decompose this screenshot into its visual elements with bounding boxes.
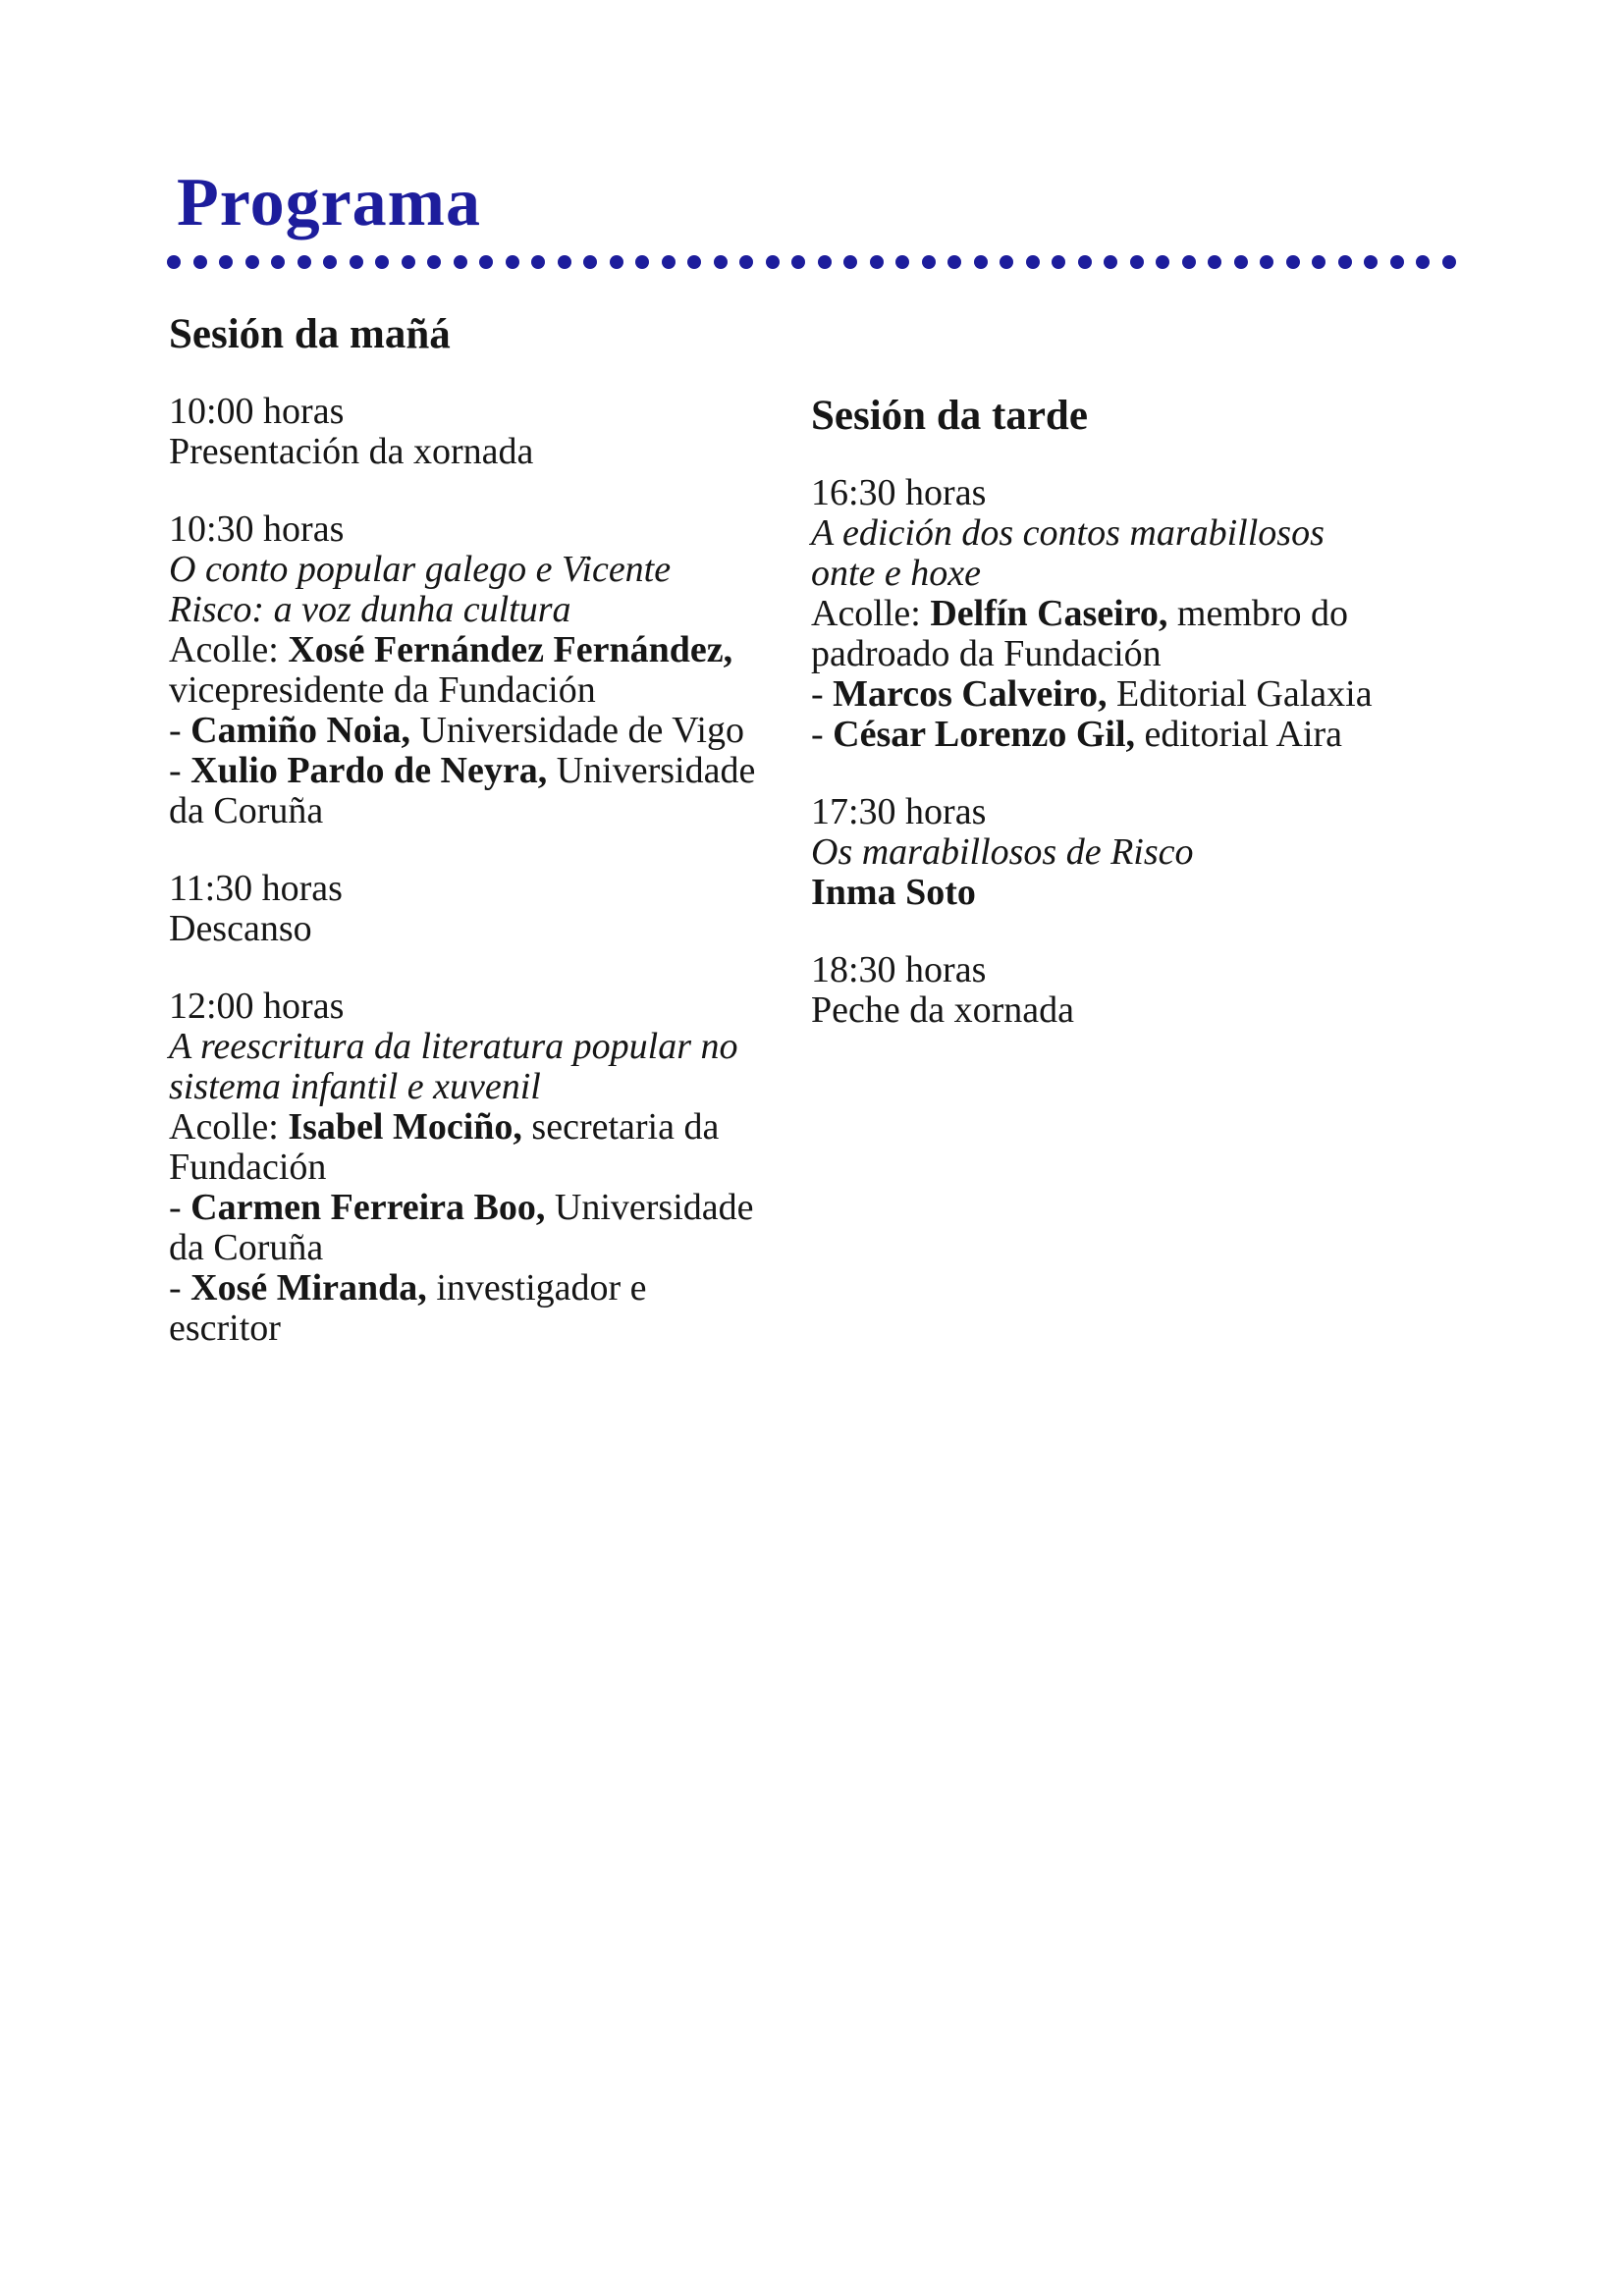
divider-dot-icon — [1000, 255, 1013, 269]
divider-dot-icon — [375, 255, 389, 269]
divider-dot-icon — [1208, 255, 1221, 269]
text-segment: vicepresidente da Fundación — [169, 669, 596, 711]
divider-dot-icon — [402, 255, 415, 269]
text-segment: Universidade — [545, 1187, 754, 1228]
divider-dot-icon — [870, 255, 884, 269]
divider-dot-icon — [531, 255, 545, 269]
text-line — [811, 873, 1373, 913]
text-segment: Peche da xornada — [811, 989, 1074, 1031]
text-line — [169, 791, 755, 831]
divider-dot-icon — [271, 255, 285, 269]
divider-dot-icon — [1338, 255, 1352, 269]
divider-dot-icon — [1286, 255, 1300, 269]
speaker-name: Xosé Fernández Fernández, — [288, 629, 733, 670]
text-segment: 10:00 horas — [169, 391, 345, 432]
text-segment: editorial Aira — [1135, 714, 1343, 755]
text-line — [169, 432, 755, 472]
text-segment: da Coruña — [169, 790, 324, 831]
text-segment: Acolle: — [169, 629, 289, 670]
text-line — [169, 509, 755, 550]
text-segment: 17:30 horas — [811, 791, 987, 832]
page-title: Programa — [177, 165, 481, 240]
text-line — [811, 513, 1373, 554]
divider-dot-icon — [1156, 255, 1169, 269]
text-segment: padroado da Fundación — [811, 633, 1162, 674]
morning-column — [169, 311, 756, 1349]
text-line — [169, 751, 755, 791]
text-line — [811, 473, 1373, 513]
speaker-name: Camiño Noia, — [190, 710, 410, 751]
divider-dot-icon — [818, 255, 832, 269]
session-heading-morning: Sesión da mañá — [169, 311, 451, 357]
text-line — [811, 634, 1373, 674]
text-segment: - — [811, 714, 834, 755]
divider-dot-icon — [1130, 255, 1144, 269]
text-line — [811, 950, 1373, 990]
text-line — [169, 987, 755, 1027]
text-line — [811, 715, 1373, 755]
text-line — [169, 630, 755, 670]
text-segment: 12:00 horas — [169, 986, 345, 1027]
speaker-name: Xulio Pardo de Neyra, — [190, 750, 548, 791]
text-line — [169, 1308, 755, 1349]
text-segment: Presentación da xornada — [169, 431, 534, 472]
speaker-name: Isabel Mociño, — [288, 1106, 522, 1148]
schedule-block — [169, 869, 755, 949]
text-line — [169, 711, 755, 751]
text-segment: Fundación — [169, 1147, 327, 1188]
schedule-block — [811, 792, 1373, 913]
text-segment: escritor — [169, 1308, 281, 1349]
schedule-block — [169, 509, 755, 831]
text-segment: investigador e — [426, 1267, 647, 1308]
divider-dot-icon — [219, 255, 233, 269]
divider-dot-icon — [454, 255, 467, 269]
divider-dot-icon — [1182, 255, 1196, 269]
divider-dot-icon — [843, 255, 857, 269]
divider-dot-icon — [245, 255, 259, 269]
morning-schedule — [169, 392, 755, 1349]
text-line — [811, 674, 1373, 715]
talk-title: O conto popular galego e Vicente — [169, 549, 672, 590]
text-line — [811, 990, 1373, 1031]
text-segment: 16:30 horas — [811, 472, 987, 513]
text-segment: Editorial Galaxia — [1107, 673, 1373, 715]
text-segment: - — [169, 1187, 191, 1228]
divider-dot-icon — [766, 255, 780, 269]
text-segment: secretaria da — [521, 1106, 720, 1148]
divider-dot-icon — [1260, 255, 1273, 269]
divider-dot-icon — [610, 255, 623, 269]
text-line — [811, 594, 1373, 634]
divider-dot-icon — [1390, 255, 1404, 269]
divider-dot-icon — [635, 255, 649, 269]
schedule-block — [811, 473, 1373, 755]
divider-dot-icon — [1078, 255, 1092, 269]
text-segment: - — [169, 750, 191, 791]
text-line — [169, 670, 755, 711]
divider-dot-icon — [583, 255, 597, 269]
text-segment: - — [811, 673, 834, 715]
text-line — [169, 909, 755, 949]
schedule-block — [811, 950, 1373, 1031]
divider-dot-icon — [714, 255, 728, 269]
divider-dot-icon — [947, 255, 961, 269]
text-segment: Descanso — [169, 908, 312, 949]
divider-dot-icon — [739, 255, 753, 269]
text-line — [169, 392, 755, 432]
divider-dot-icon — [506, 255, 519, 269]
divider-dot-icon — [662, 255, 676, 269]
text-segment: 18:30 horas — [811, 949, 987, 990]
divider-dot-icon — [1026, 255, 1040, 269]
text-line — [169, 1268, 755, 1308]
text-line — [169, 1148, 755, 1188]
divider-dot-icon — [1234, 255, 1248, 269]
schedule-block — [169, 392, 755, 472]
divider-dot-icon — [558, 255, 571, 269]
text-line — [169, 590, 755, 630]
talk-title: Os marabillosos de Risco — [811, 831, 1194, 873]
divider-dot-icon — [323, 255, 337, 269]
divider-dot-icon — [1104, 255, 1117, 269]
speaker-name: Carmen Ferreira Boo, — [190, 1187, 546, 1228]
text-line — [169, 869, 755, 909]
divider-dot-icon — [193, 255, 207, 269]
text-line — [169, 1027, 755, 1067]
text-segment: 10:30 horas — [169, 508, 345, 550]
afternoon-schedule — [811, 473, 1373, 1031]
text-segment: 11:30 horas — [169, 868, 343, 909]
divider-dot-icon — [687, 255, 701, 269]
talk-title: Risco: a voz dunha cultura — [169, 589, 571, 630]
text-line — [811, 832, 1373, 873]
text-line — [811, 792, 1373, 832]
divider-dot-icon — [479, 255, 493, 269]
speaker-name: Delfín Caseiro, — [930, 593, 1168, 634]
text-line — [169, 1107, 755, 1148]
text-line — [169, 1067, 755, 1107]
talk-title: onte e hoxe — [811, 553, 982, 594]
text-segment: da Coruña — [169, 1227, 324, 1268]
text-segment: membro do — [1167, 593, 1349, 634]
speaker-name: Xosé Miranda, — [190, 1267, 427, 1308]
schedule-block — [169, 987, 755, 1349]
divider-dot-icon — [1052, 255, 1065, 269]
divider-dot-icon — [1416, 255, 1430, 269]
text-segment: - — [169, 1267, 191, 1308]
afternoon-column — [811, 393, 1373, 1031]
text-segment: Acolle: — [169, 1106, 289, 1148]
divider-dot-icon — [1364, 255, 1378, 269]
divider-dot-icon — [895, 255, 909, 269]
text-segment: - — [169, 710, 191, 751]
speaker-name: César Lorenzo Gil, — [833, 714, 1135, 755]
divider-dot-icon — [1312, 255, 1325, 269]
divider-dot-icon — [1442, 255, 1456, 269]
dotted-divider — [167, 255, 1456, 269]
divider-dot-icon — [167, 255, 181, 269]
divider-dot-icon — [427, 255, 441, 269]
divider-dot-icon — [298, 255, 311, 269]
speaker-name: Inma Soto — [811, 872, 976, 913]
divider-dot-icon — [922, 255, 936, 269]
divider-dot-icon — [350, 255, 363, 269]
text-line — [811, 554, 1373, 594]
text-line — [169, 550, 755, 590]
text-segment: Acolle: — [811, 593, 931, 634]
talk-title: A edición dos contos marabillosos — [811, 512, 1325, 554]
text-line — [169, 1228, 755, 1268]
text-segment: Universidade — [547, 750, 756, 791]
text-line — [169, 1188, 755, 1228]
talk-title: A reescritura da literatura popular no — [169, 1026, 738, 1067]
divider-dot-icon — [791, 255, 805, 269]
text-segment: Universidade de Vigo — [409, 710, 744, 751]
talk-title: sistema infantil e xuvenil — [169, 1066, 541, 1107]
divider-dot-icon — [974, 255, 988, 269]
session-heading-afternoon: Sesión da tarde — [811, 393, 1088, 439]
speaker-name: Marcos Calveiro, — [833, 673, 1108, 715]
